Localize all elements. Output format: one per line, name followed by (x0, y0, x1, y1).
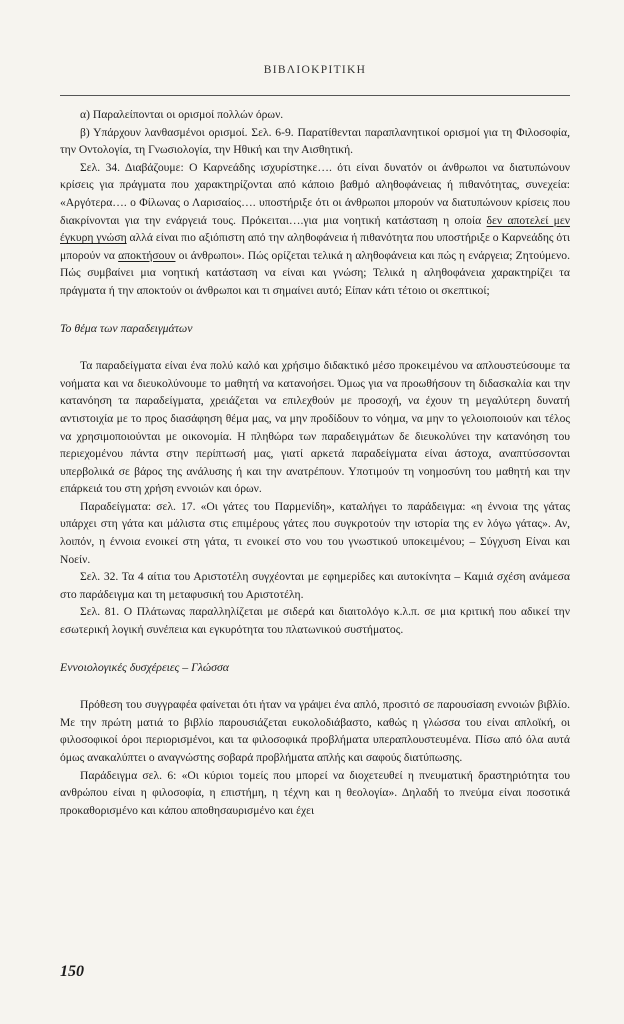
header-rule (60, 95, 570, 96)
paragraph: Παράδειγμα σελ. 6: «Οι κύριοι τομείς που μπορεί να διοχετευθεί η πνευματική δραστηριότητα του ανθρώπου είναι η φιλοσοφία, η επιστήμη, η τέχνη και η θεολογία». Δηλαδή το πνεύμα είναι ποσοτικά προκαθορισμένο και κάπου αποθησαυρισμένο και έχει (60, 768, 570, 817)
underlined-text: αποκτήσουν (118, 248, 176, 262)
paragraph: Πρόθεση του συγγραφέα φαίνεται ότι ήταν να γράψει ένα απλό, προσιτό σε παρουσίαση εννοιών βιβλίο. Με την πρώτη ματιά το βιβλίο παρουσιάζεται ευκολοδιάβαστο, καθώς η γλώσσα του είναι απλοϊκή, οι φιλοσοφικοί όροι περιορισμένοι, και τα φιλοσοφικά προβλήματα υπεραπλουστευμένα. Πίσω από όλα αυτά όμως ανακαλύπτει ο αναγνώστης σοβαρά προβλήματα απλής και σαφούς διατύπωσης. (60, 698, 570, 764)
section-heading: Εννοιολογικές δυσχέρειες – Γλώσσα (60, 659, 229, 674)
paragraph: Σελ. 32. Τα 4 αίτια του Αριστοτέλη συγχέονται με εφημερίδες και αυτοκίνητα – Καμιά σχέση ανάμεσα στο παράδειγμα και τη μεταφυσική του Αριστοτέλη. (60, 570, 570, 601)
underlined-text: δεν αποτελεί μεν έγκυρη γνώση (60, 213, 570, 245)
paragraph: Σελ. 81. Ο Πλάτωνας παραλληλίζεται με σιδερά και διαιτολόγο κ.λ.π. σε μια κριτική που αδικεί την εσωτερική λογική συνέπεια και εγκυρότητα του πλατωνικού συστήματος. (60, 605, 570, 637)
section-heading: Το θέμα των παραδειγμάτων (60, 320, 193, 335)
text-run: οι άνθρωποι». Πώς ορίζεται τελικά η αληθοφάνεια και πώς η ενάργεια; Ζητούμενο. Πώς συμβαίνει μια νοητική κατάσταση να είναι και γνώση; Τελικά η αληθοφάνεια χαρακτηρίζει τα πράγματα ή την αποκτούν οι άνθρωποι και τι σημαίνει αυτό; Είπαν κάτι τέτοιο οι σκεπτικοί; (60, 248, 570, 297)
running-head: ΒΙΒΛΙΟΚΡΙΤΙΚΗ (263, 64, 367, 76)
body-text (60, 106, 570, 819)
paragraph (60, 159, 570, 300)
paragraph: Τα παραδείγματα είναι ένα πολύ καλό και χρήσιμο διδακτικό μέσο προκειμένου να απλουστεύσουμε τα νοήματα και να διευκολύνουμε το μαθητή να κατανοήσει. Όμως για να προωθήσουν τη διδασκαλία και την κατανόηση τα παραδείγματα, χρειάζεται να επιλεχθούν με προσοχή, να έχουν τη μεγαλύτερη δυνατή αντιστοιχία με το προς διασάφηση θέμα μας, να μην προδίδουν το νόημα, να μην το γελοιοποιούν και τέλος να χρησιμοποιούνται με οικονομία. Η πληθώρα των παραδειγμάτων δε διευκολύνει την κατανόηση του περιεχομένου πάντα στην περίπτωσή μας, γιατί αρκετά παραδείγματα είναι άστοχα, αναπτύσσονται υπερβολικά σε βάρος της ανάλυσης ή και την ανατρέπουν. Υποτιμούν τη νοημοσύνη του μαθητή και την επάρκειά του στη χρήση εννοιών και όρων. (60, 359, 570, 496)
page-number: 150 (60, 963, 84, 980)
paragraph: Παραδείγματα: σελ. 17. «Οι γάτες του Παρμενίδη», καταλήγει το παράδειγμα: «η έννοια της γάτας υπάρχει στη γάτα και μάλιστα στις επιμέρους γάτες που συγκροτούν την ιστορία της εν λόγω γάτας». Αν, λοιπόν, η έννοια ενοικεί στη γάτα, τι ενοικεί στο νου του γνωστικού υποκειμένου; – Σύγχυση Είναι και Νοείν. (60, 499, 570, 566)
paragraph: α) Παραλείπονται οι ορισμοί πολλών όρων. (80, 108, 284, 121)
paragraph: β) Υπάρχουν λανθασμένοι ορισμοί. Σελ. 6-9. Παρατίθενται παραπλανητικοί ορισμοί για τη Φιλοσοφία, την Οντολογία, τη Γνωσιολογία, την Ηθική και την Αισθητική. (60, 125, 570, 157)
text-run: Σελ. 34. Διαβάζουμε: Ο Καρνεάδης ισχυρίστηκε…. ότι είναι δυνατόν οι άνθρωποι να διατυπώνουν κρίσεις για πράγματα που χαρακτηρίζονται από κάποιο βαθμό αληθοφάνειας ή πιθανότητας, συνεχεία: «Αργότερα…. ο Φίλωνας ο Λαρισαίος…. υποστήριξε ότι οι άνθρωποι μπορούν να διατυπώνουν κρίσεις που διακρίνονται για την ενάργειά τους. Πρόκειται….για μια νοητική κατάσταση η οποία (60, 160, 570, 227)
text-run: αλλά είναι πιο αξιόπιστη από την αληθοφάνεια ή πιθανότητα που υποστήριξε ο Καρνεάδης ότι μπορούν να (60, 231, 570, 262)
